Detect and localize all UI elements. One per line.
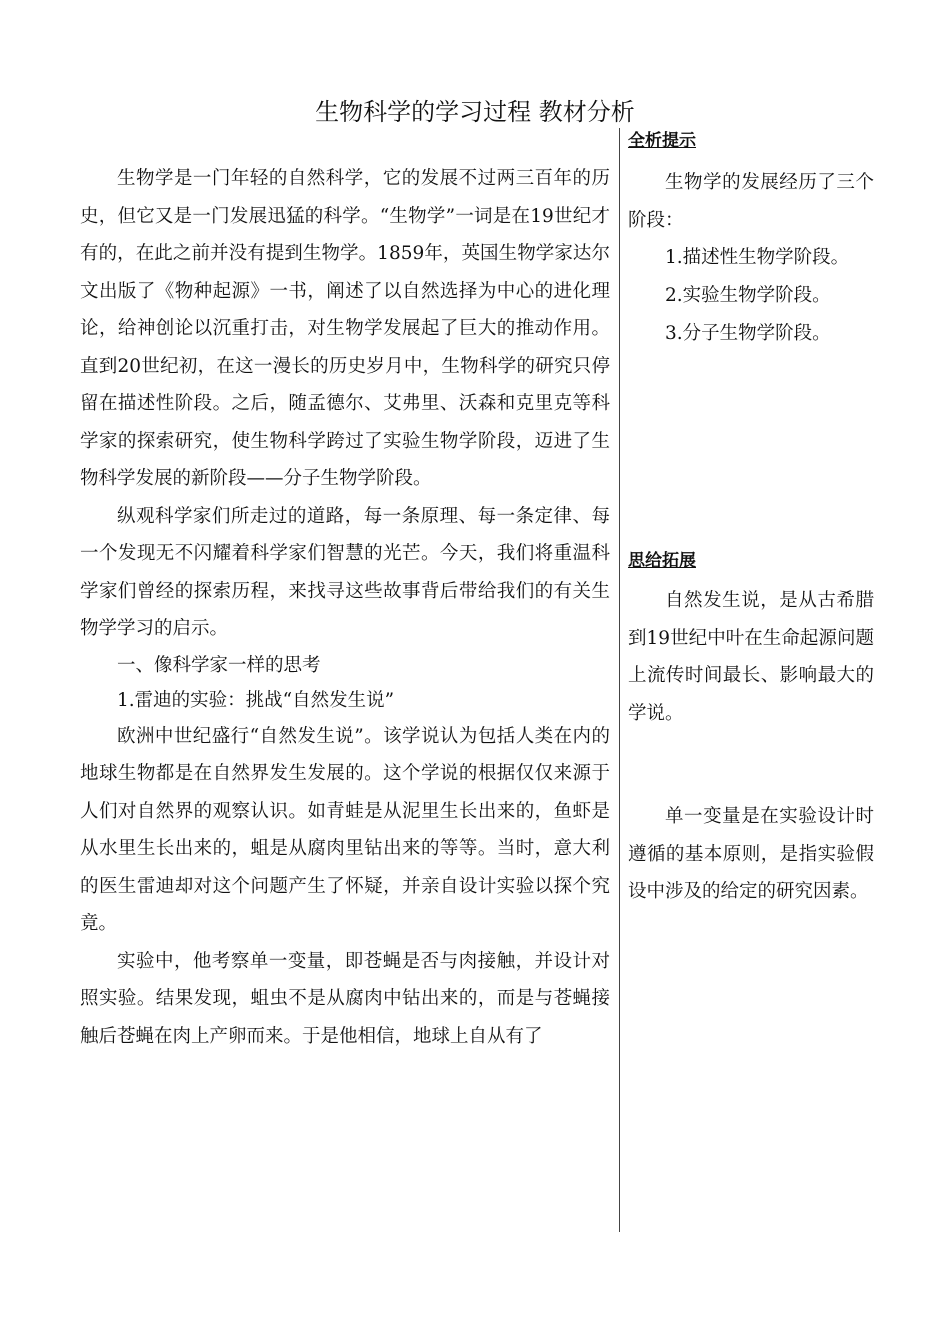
stage-item: 1.描述性生物学阶段。 <box>665 247 850 268</box>
intro-paragraph: 生物学是一门年轻的自然科学，它的发展不过两三百年的历史，但它又是一门发展迅猛的科学。“生物学”一词是在19世纪才有的，在此之前并没有提到生物学。1859年，英国生物学家达尔文出版了《物种起源》一书，阐述了以自然选择为中心的进化理论，给神创论以沉重打击，对生物学发展起了巨大的推动作用。直到20世纪初，在这一漫长的历史岁月中，生物科学的研究只停留在描述性阶段。之后，随孟德尔、艾弗里、沃森和克里克等科学家的探索研究，使生物科学跨过了实验生物学阶段，迈进了生物科学发展的新阶段——分子生物学阶段。 <box>80 168 610 489</box>
stage-item: 2.实验生物学阶段。 <box>665 285 831 306</box>
subsection-heading: 1.雷迪的实验：挑战“自然发生说” <box>117 689 395 711</box>
extension-block <box>628 546 874 732</box>
experiment-paragraph: 实验中，他考察单一变量，即苍蝇是否与肉接触，并设计对照实验。结果发现，蛆虫不是从腐肉中钻出来的，而是与苍蝇接触后苍蝇在肉上产卵而来。于是他相信，地球上自从有了 <box>80 950 610 1047</box>
spontaneous-generation-paragraph: 欧洲中世纪盛行“自然发生说”。该学说认为包括人类在内的地球生物都是在自然界发生发展的。这个学说的根据仅仅来源于人们对自然界的观察认识。如青蛙是从泥里生长出来的，鱼虾是从水里生长出来的，蛆是从腐肉里钻出来的等等。当时，意大利的医生雷迪却对这个问题产生了怀疑，并亲自设计实验以探个究竟。 <box>80 725 610 934</box>
main-text-column <box>80 160 610 1055</box>
page-title: 生物科学的学习过程 教材分析 <box>315 98 635 126</box>
review-paragraph: 纵观科学家们所走过的道路，每一条原理、每一条定律、每一个发现无不闪耀着科学家们智慧的光芒。今天，我们将重温科学家们曾经的探索历程，来找寻这些故事背后带给我们的有关生物学学习的启示。 <box>80 505 610 639</box>
single-variable-note: 单一变量是在实验设计时遵循的基本原则，是指实验假设中涉及的给定的研究因素。 <box>628 806 874 902</box>
variable-note-block <box>628 798 874 911</box>
section-heading: 一、像科学家一样的思考 <box>117 654 321 676</box>
column-divider <box>619 128 620 1232</box>
extension-heading: 思给拓展 <box>628 551 696 571</box>
analysis-tips-heading: 全析提示 <box>628 131 696 151</box>
stages-list <box>628 239 874 353</box>
stage-item: 3.分子生物学阶段。 <box>665 323 831 344</box>
analysis-tips-block <box>628 126 874 353</box>
spontaneous-generation-note: 自然发生说，是从古希腊到19世纪中叶在生命起源问题上流传时间最长、影响最大的学说。 <box>628 590 874 724</box>
stages-intro: 生物学的发展经历了三个阶段： <box>628 172 874 231</box>
